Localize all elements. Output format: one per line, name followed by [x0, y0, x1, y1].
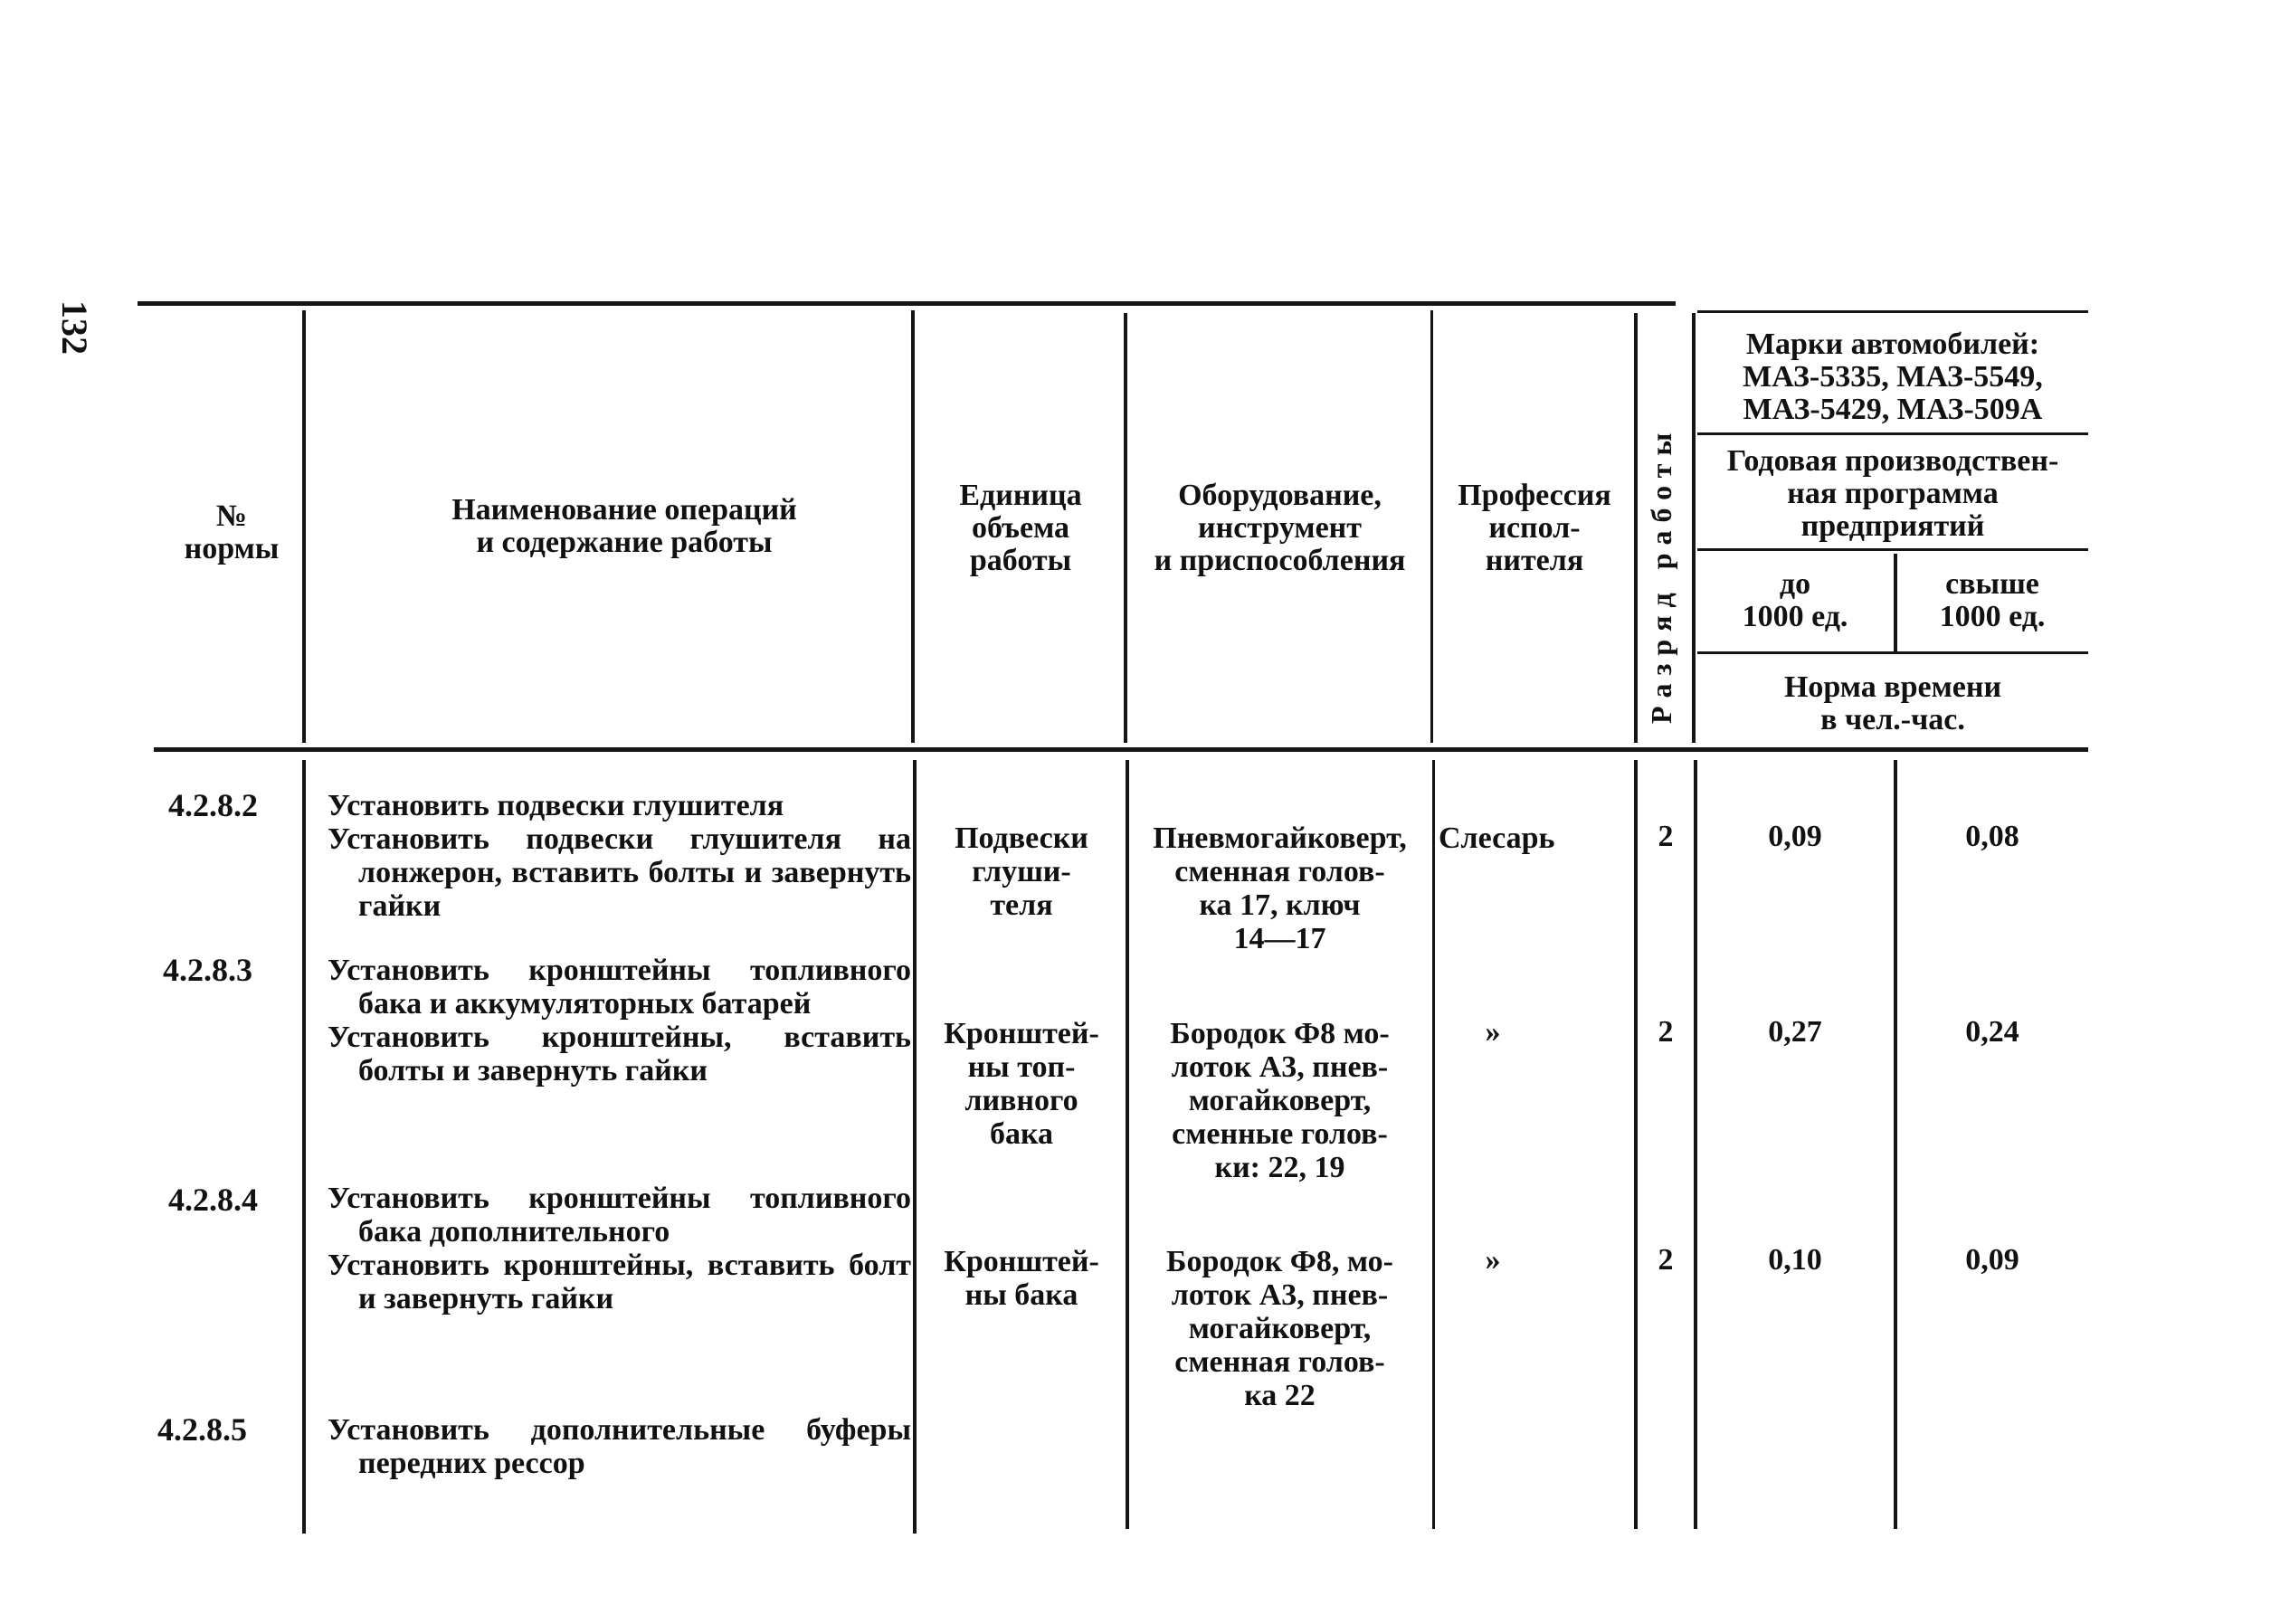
brands-rule	[1697, 310, 2088, 313]
program-top-rule	[1697, 432, 2088, 435]
program-bottom-rule	[1697, 548, 2088, 551]
row-unit: Кронштей- ны топ- ливного бака	[944, 1017, 1099, 1151]
operation-description: Установить подвески глушителя на лонжерон, вставить болты и завернуть гайки	[328, 822, 911, 923]
header-norm: Норма времени в чел.-час.	[1783, 670, 2002, 736]
header-unit: Единица объема работы	[959, 479, 1082, 577]
row-unit: Кронштей- ны бака	[944, 1245, 1099, 1312]
row-operation	[328, 789, 911, 923]
body-vline-7	[1894, 760, 1897, 1529]
header-upto: до 1000 ед.	[1742, 567, 1848, 633]
row-operation	[328, 1182, 911, 1315]
row-norm-upto: 0,27	[1768, 1015, 1822, 1049]
header-vline-6	[1692, 313, 1696, 743]
row-grade: 2	[1658, 1015, 1674, 1049]
row-num: 4.2.8.2	[168, 787, 258, 823]
header-equipment: Оборудование, инструмент и приспособления	[1154, 479, 1406, 577]
row-equipment: Бородок Ф8 мо- лоток А3, пнев- могайковерт, сменные голов- ки: 22, 19	[1170, 1017, 1390, 1184]
row-profession: Слесарь	[1439, 821, 1555, 855]
header-bottom-rule	[154, 747, 2088, 752]
row-equipment: Пневмогайковерт, сменная голов- ка 17, ключ 14—17	[1153, 821, 1407, 955]
row-norm-upto: 0,09	[1768, 820, 1822, 853]
row-unit: Подвески глуши- теля	[955, 821, 1088, 922]
row-num: 4.2.8.4	[168, 1182, 258, 1218]
body-vline-6	[1694, 760, 1697, 1529]
page-number: 132	[54, 300, 95, 355]
table-top-rule	[138, 301, 1676, 306]
row-grade: 2	[1658, 1243, 1674, 1277]
row-grade: 2	[1658, 820, 1674, 853]
row-norm-over: 0,24	[1965, 1015, 2019, 1049]
norm-top-rule	[1697, 651, 2088, 654]
body-vline-5	[1634, 760, 1638, 1529]
operation-title: Установить кронштейны топливного бака и аккумуляторных батарей	[328, 954, 911, 1021]
header-program: Годовая производствен- ная программа предприятий	[1726, 444, 2059, 543]
header-num: № нормы	[184, 499, 280, 565]
row-equipment: Бородок Ф8, мо- лоток А3, пнев- могайковерт, сменная голов- ка 22	[1166, 1245, 1393, 1412]
body-vline-1	[302, 760, 306, 1534]
header-name: Наименование операций и содержание работы	[451, 493, 797, 559]
row-norm-upto: 0,10	[1768, 1243, 1822, 1277]
header-over: свыше 1000 ед.	[1939, 567, 2046, 633]
header-vline-2	[911, 310, 915, 743]
body-vline-4	[1432, 760, 1435, 1529]
header-profession: Профессия испол- нителя	[1458, 479, 1611, 577]
header-vline-4	[1430, 310, 1433, 743]
operation-title: Установить подвески глушителя	[328, 789, 784, 822]
row-norm-over: 0,09	[1965, 1243, 2019, 1277]
row-num: 4.2.8.5	[157, 1411, 247, 1448]
operation-title: Установить дополнительные буферы передних рессор	[328, 1413, 911, 1480]
row-operation	[328, 1413, 911, 1480]
header-brands: Марки автомобилей: МАЗ-5335, МАЗ-5549, МАЗ-5429, МАЗ-509А	[1743, 328, 2043, 426]
row-profession: »	[1485, 1015, 1501, 1049]
row-norm-over: 0,08	[1965, 820, 2019, 853]
operation-description: Установить кронштейны, вставить болт и завернуть гайки	[328, 1249, 911, 1315]
operation-title: Установить кронштейны топливного бака дополнительного	[328, 1182, 911, 1249]
row-profession: »	[1485, 1243, 1501, 1277]
row-num: 4.2.8.3	[163, 952, 252, 988]
row-operation	[328, 954, 911, 1087]
operation-description: Установить кронштейны, вставить болты и завернуть гайки	[328, 1021, 911, 1087]
header-grade: Разряд работы	[1645, 424, 1677, 724]
